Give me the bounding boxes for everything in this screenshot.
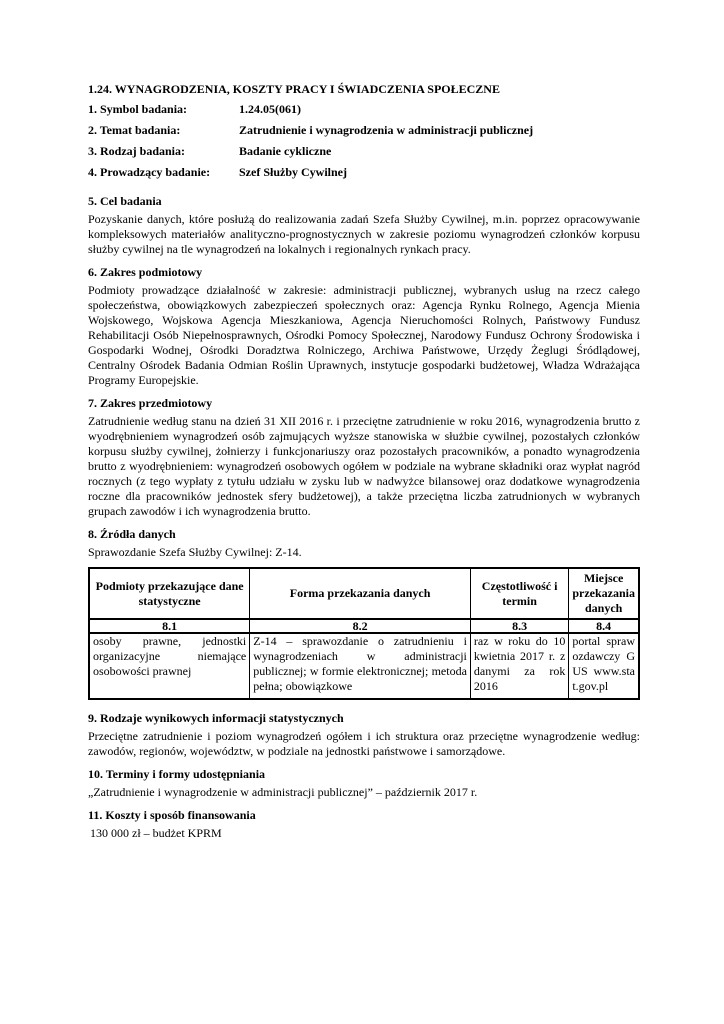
paragraph-subject-scope: Podmioty prowadzące działalność w zakresie: administracji publicznej, wybranych usług na rzecz całego społeczeństwa, obowiązkowych zabezpieczeń społecznych oraz: Agencja Rynku Rolnego, Agencja Mienia Wojskowego, Wojskowa Agencja Mieszkaniowa, Agencja Nieruchomości Rolnych, Państwowy Fundusz Rehabilitacji Osób Niepełnosprawnych, Ośrodki Pomocy Społecznej, Narodowy Fundusz Ochrony Środowiska i Gospodarki Wodnej, Ośrodki Doradztwa Rolniczego, Archiwa Państwowe, Urzędy Żeglugi Śródlądowej, Centralny Ośrodek Badania Odmian Roślin Uprawnych, instytucje gospodarki budżetowej, Władza Wdrażająca Programy Europejskie. bbox=[88, 283, 640, 387]
heading-subject-scope: 6. Zakres podmiotowy bbox=[88, 265, 203, 279]
heading-data-sources: 8. Źródła danych bbox=[88, 527, 176, 541]
heading-costs: 11. Koszty i sposób finansowania bbox=[88, 808, 256, 822]
paragraph-result-info: Przeciętne zatrudnienie i poziom wynagrodzeń ogółem i ich struktura oraz przeciętne wynagrodzenie według: zawodów, regionów, województw, w podziale na jednostki państwowe i samorządowe. bbox=[88, 729, 640, 758]
table-number-row bbox=[89, 619, 639, 633]
header-providers: Podmioty przekazujące dane statystyczne bbox=[89, 568, 250, 619]
heading-publication: 10. Terminy i formy udostępniania bbox=[88, 767, 266, 781]
paragraph-object-scope: Zatrudnienie według stanu na dzień 31 XII 2016 r. i przeciętne zatrudnienie w roku 2016, wynagrodzenia brutto z wyodrębnieniem wynagrodzeń osób zajmujących wyższe stanowiska w służbie cywilnej, pozostałych członków korpusu służby cywilnej, żołnierzy i funkcjonariuszy oraz pozostałych pracowników, a ponadto wynagrodzenia brutto z wyodrębnieniem: wynagrodzeń osobowych ogółem w podziale na wybrane składniki oraz wypłat nagród rocznych (z tego wypłaty z tytułu udziału w zysku lub w nadwyżce bilansowej oraz dodatkowe wynagrodzenia roczne dla pracowników jednostek sfery budżetowej), a także przeciętna liczba zatrudnionych w wybranych grupach zawodów i ich wynagrodzenia brutto. bbox=[88, 414, 640, 518]
meta-topic bbox=[88, 123, 640, 144]
paragraph-goal: Pozyskanie danych, które posłużą do realizowania zadań Szefa Służby Cywilnej, m.in. poprzez opracowywanie kompleksowych materiałów analityczno-prognostycznych w zakresie poziomu wynagrodzeń członków korpusu służby cywilnej na tle wynagrodzeń na lokalnych i regionalnych rynkach pracy. bbox=[88, 212, 640, 256]
header-place: Miejsce przekazania danych bbox=[569, 568, 639, 619]
cell-form: Z-14 – sprawozdanie o zatrudnieniu i wynagrodzeniach w administracji publicznej; w formie elektronicznej; metoda pełna; obowiązkowe bbox=[250, 633, 471, 699]
meta-type bbox=[88, 144, 640, 165]
cell-place: portal sprawozdawczy GUS www.stat.gov.pl bbox=[569, 633, 639, 699]
meta-value: Badanie cykliczne bbox=[239, 144, 332, 158]
meta-label: 4. Prowadzący badanie: bbox=[88, 165, 211, 179]
paragraph-data-sources: Sprawozdanie Szefa Służby Cywilnej: Z-14. bbox=[88, 545, 302, 559]
heading-object-scope: 7. Zakres przedmiotowy bbox=[88, 396, 213, 410]
meta-label: 1. Symbol badania: bbox=[88, 102, 188, 116]
header-form: Forma przekazania danych bbox=[250, 568, 471, 619]
paragraph-costs: 130 000 zł – budżet KPRM bbox=[90, 826, 222, 840]
table-header-row bbox=[89, 568, 639, 619]
meta-label: 3. Rodzaj badania: bbox=[88, 144, 186, 158]
column-number: 8.1 bbox=[89, 619, 250, 633]
document-content bbox=[88, 82, 640, 841]
heading-result-info: 9. Rodzaje wynikowych informacji statystycznych bbox=[88, 711, 344, 725]
meta-label: 2. Temat badania: bbox=[88, 123, 181, 137]
meta-value: 1.24.05(061) bbox=[239, 102, 301, 116]
column-number: 8.2 bbox=[250, 619, 471, 633]
header-frequency: Częstotliwość i termin bbox=[470, 568, 568, 619]
cell-frequency: raz w roku do 10 kwietnia 2017 r. z danymi za rok 2016 bbox=[470, 633, 568, 699]
meta-conductor bbox=[88, 165, 640, 186]
meta-value: Szef Służby Cywilnej bbox=[239, 165, 347, 179]
cell-providers: osoby prawne, jednostki organizacyjne niemające osobowości prawnej bbox=[89, 633, 250, 699]
table-row bbox=[89, 633, 639, 699]
meta-symbol bbox=[88, 102, 640, 123]
column-number: 8.3 bbox=[470, 619, 568, 633]
section-title: 1.24. WYNAGRODZENIA, KOSZTY PRACY I ŚWIADCZENIA SPOŁECZNE bbox=[88, 82, 500, 96]
heading-goal: 5. Cel badania bbox=[88, 194, 162, 208]
meta-value: Zatrudnienie i wynagrodzenia w administracji publicznej bbox=[239, 123, 534, 137]
paragraph-publication: „Zatrudnienie i wynagrodzenie w administracji publicznej” – październik 2017 r. bbox=[88, 785, 478, 799]
data-sources-table bbox=[88, 567, 640, 700]
column-number: 8.4 bbox=[569, 619, 639, 633]
